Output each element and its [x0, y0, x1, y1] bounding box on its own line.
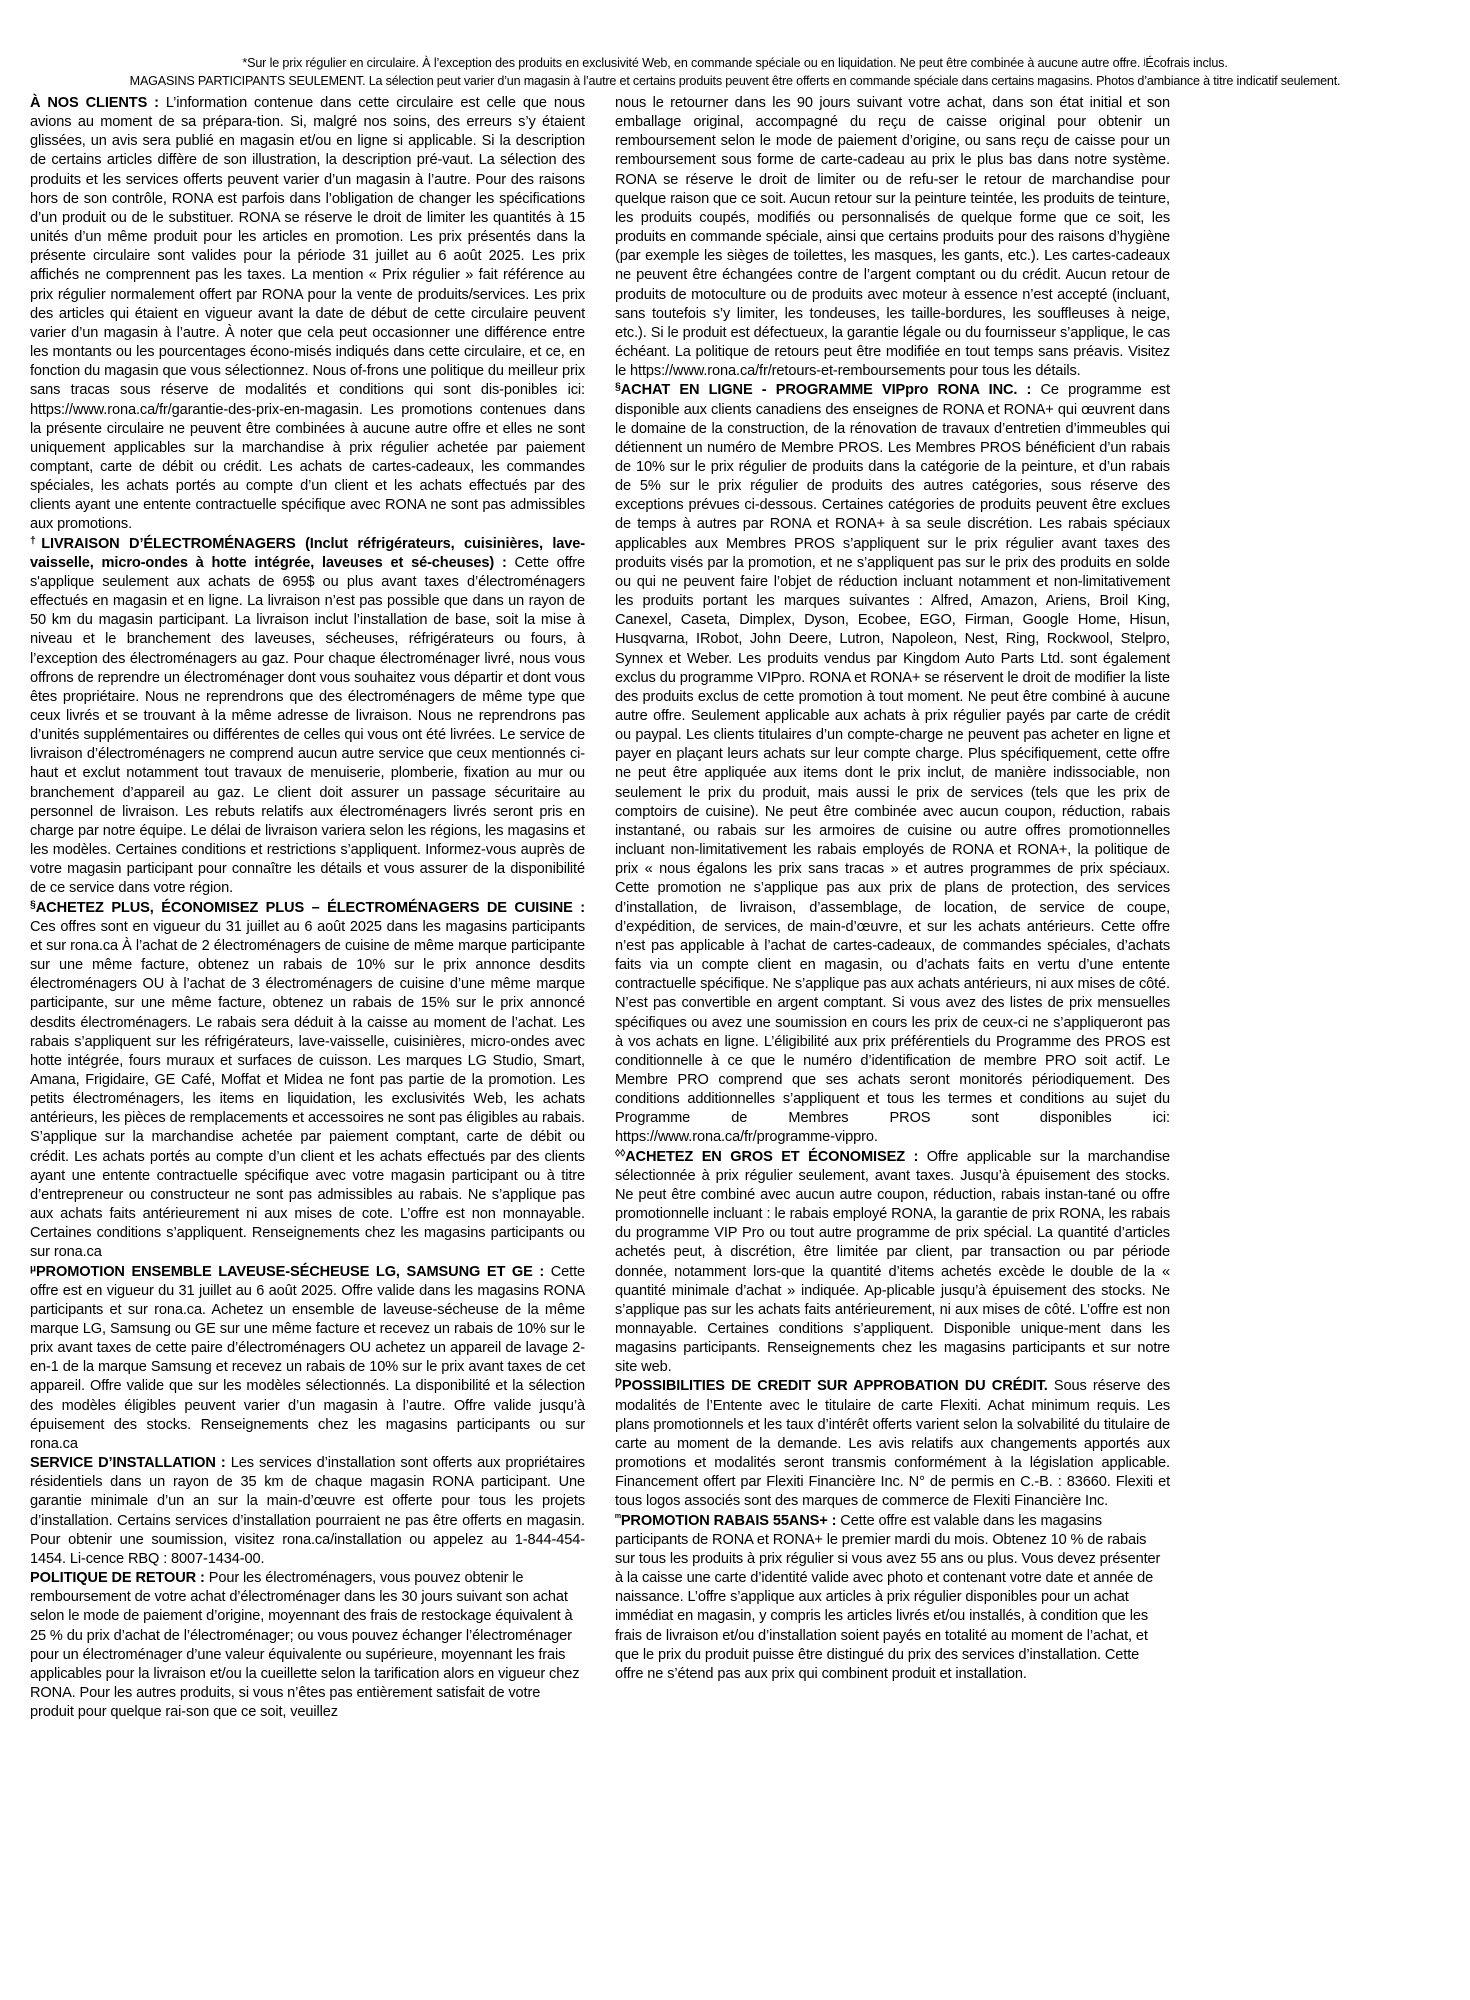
section-marker: Ƿ: [615, 1377, 622, 1390]
section-heading: ACHETEZ PLUS, ÉCONOMISEZ PLUS – ÉLECTROMÉNAGERS DE CUISINE :: [35, 899, 585, 916]
section-heading: ACHETEZ EN GROS ET ÉCONOMISEZ :: [625, 1148, 919, 1165]
section-body: Pour les électroménagers, vous pouvez obtenir le remboursement de votre achat d’électroménager dans les 30 jours suivant son achat selon le mode de paiement d’origine, moyennant des frais de restockage équivalent à 25 % du prix d’achat de l’électroménager; ou vous pouvez échanger l’électroménager pour un électroménager d’une valeur équivalente ou supérieure, moyennant les frais applicables pour la livraison et/ou la cueillette selon la tarification alors en vigueur chez RONA. Pour les autres produits, si vous n’êtes pas entièrement satisfait de votre produit pour quelque rai-son que ce soit, veuillez: [30, 1570, 580, 1721]
section-body: Sous réserve des modalités de l’Entente avec le titulaire de carte Flexiti. Achat minimum requis. Les plans promotionnels et les taux d’intérêt offerts varient selon la solvabilité du titulaire de carte au moment de la demande. Les avis relatifs aux changements apportés aux promotions et modalités seront transmis conformément à la législation applicable. Financement offert par Flexiti Financière Inc. N° de permis en C.-B. : 83660. Flexiti et tous logos associés sont des marques de commerce de Flexiti Financière Inc.: [615, 1378, 1170, 1510]
section-heading: À NOS CLIENTS :: [30, 95, 159, 111]
section-body: Offre applicable sur la marchandise sélectionnée à prix régulier seulement, avant taxes. Jusqu’à épuisement des stocks. Ne peut être combiné avec aucun autre coupon, réduction, rabais instan-tané ou offre promotionnelle incluant : le rabais employé RONA, la garantie de prix RONA, les rabais du programme VIP Pro ou tout autre programme de prix spécial. La quantité d’articles achetés peut, à discrétion, être limitée par client, par transaction ou par période donnée, notamment lors-que la quantité d’items achetés excède le double de la « quantité minimale d’achat » indiquée. Ap-plicable jusqu’à épuisement des stocks. Ne s’applique pas sur les achats faits antérieurement, ni aux mises de côté. L’offre est non monnayable. Certaines conditions s’appliquent. Disponible unique-ment dans les magasins participants. Renseignements chez les magasins participants et sur notre site web.: [615, 1148, 1170, 1376]
section-service-installation: [30, 1454, 585, 1569]
section-marker: §: [615, 380, 621, 393]
section-marker: ᵐ: [615, 1511, 621, 1524]
section-achetez-plus-economisez-plus: [30, 899, 585, 1263]
section-promotion-ensemble-laveuse-secheuse: [30, 1263, 585, 1455]
left-column: [30, 94, 585, 1984]
section-heading: POLITIQUE DE RETOUR :: [30, 1570, 205, 1587]
section-heading: LIVRAISON D’ÉLECTROMÉNAGERS (Inclut réfrigérateurs, cuisinières, lave-vaisselle, micro-ondes à hotte intégrée, laveuses et sé-cheuses) :: [30, 535, 585, 571]
section-politique-de-retour-continued: [615, 94, 1170, 381]
top-disclaimer: [0, 56, 1470, 89]
right-column: [615, 94, 1170, 1984]
section-heading: POSSIBILITIES DE CREDIT SUR APPROBATION DU CRÉDIT.: [621, 1378, 1048, 1395]
section-marker: §: [30, 898, 36, 911]
section-body: Cette offre est en vigueur du 31 juillet au 6 août 2025. Offre valide dans les magasins RONA participants et sur rona.ca. Achetez un ensemble de laveuse-sécheuse de la même marque LG, Samsung ou GE sur une même facture et recevez un rabais de 10% sur le prix avant taxes de cette paire d’électroménagers OU achetez un appareil de lavage 2-en-1 de la marque Samsung et recevez un rabais de 10% sur le prix avant taxes de cet appareil. Offre valide que sur les modèles sélectionnés. La disponibilité et la sélection des modèles éligibles peuvent varier d’un magasin à l’autre. Offre valide jusqu’à épuisement des stocks. Renseignements chez les magasins participants ou sur rona.ca: [30, 1263, 586, 1452]
section-possibilites-de-credit: [615, 1377, 1170, 1511]
section-body: nous le retourner dans les 90 jours suivant votre achat, dans son état initial et son emballage original, accompagné du reçu de caisse original pour obtenir un remboursement selon le mode de paiement d’origine, ou sans reçu de caisse pour un remboursement sous forme de carte-cadeau au prix le plus bas dans notre système. RONA se réserve le droit de limiter ou de refu-ser le retour de marchandise pour quelque raison que ce soit. Aucun retour sur la peinture teintée, les produits de teinture, les produits coupés, modifiés ou personnalisés de quelque forme que ce soit, les produits en commande spéciale, ainsi que certains produits pour des raisons d’hygiène (par exemple les sièges de toilettes, les masques, les gants, etc.). Les cartes-cadeaux ne peuvent être échangées contre de l’argent comptant ou du crédit. Aucun retour de produits de motoculture ou de produits avec moteur à essence n’est accepté (incluant, sans toutefois s’y limiter, les tondeuses, les taille-bordures, les souffleuses à neige, etc.). Si le produit est défectueux, la garantie légale ou du fournisseur s’applique, le cas échéant. La politique de retours peut être modifiée en tout temps sans préavis. Visitez le https://www.rona.ca/fr/retours-et-remboursements pour tous les détails.: [615, 95, 1170, 380]
terms-two-column-body: [0, 94, 1470, 1984]
section-politique-de-retour: [30, 1569, 585, 1722]
section-livraison-electromenagers: [30, 535, 585, 899]
section-heading: SERVICE D’INSTALLATION :: [30, 1455, 226, 1472]
section-marker: µ: [30, 1262, 36, 1275]
section-marker: ◊◊: [615, 1147, 626, 1160]
section-body: Les services d’installation sont offerts aux propriétaires résidentiels dans un rayon de 35 km de chaque magasin RONA participant. Une garantie minimale d’un an sur la main-d’œuvre est offerte pour tous les projets d’installation. Certains services d’installation pourraient ne pas être offerts en magasin. Pour obtenir une soumission, visitez rona.ca/installation ou appelez au 1-844-454-1454. Li-cence RBQ : 8007-1434-00.: [30, 1455, 585, 1567]
section-marker: †: [30, 534, 42, 547]
section-a-nos-clients: [30, 94, 585, 535]
disclaimer-line-2: MAGASINS PARTICIPANTS SEULEMENT. La sélection peut varier d’un magasin à l’autre et certains produits peuvent être offerts en commande spéciale dans certains magasins. Photos d’ambiance à titre indicatif seulement.: [129, 74, 1341, 88]
section-body: Cette offre est valable dans les magasins participants de RONA et RONA+ le premier mardi du mois. Obtenez 10 % de rabais sur tous les produits à prix régulier si vous avez 55 ans ou plus. Vous devez présenter à la caisse une carte d’identité valide avec photo et contenant votre date et année de naissance. L’offre s’applique aux articles à prix régulier disponibles pour un achat immédiat en magasin, y compris les articles livrés et/ou installés, à condition que les frais de livraison et/ou d’installation soient payés en totalité au moment de l’achat, et que le prix du produit puisse être distingué du prix des services d’installation. Cette offre ne s’étend pas aux prix qui combinent produit et installation.: [615, 1512, 1161, 1682]
section-achetez-en-gros: [615, 1148, 1170, 1378]
section-heading: ACHAT EN LIGNE - PROGRAMME VIPpro RONA INC. :: [620, 382, 1032, 399]
section-heading: PROMOTION ENSEMBLE LAVEUSE-SÉCHEUSE LG, SAMSUNG ET GE :: [35, 1263, 545, 1280]
section-body: Ces offres sont en vigueur du 31 juillet au 6 août 2025 dans les magasins participants et sur rona.ca À l’achat de 2 électroménagers de cuisine de même marque participante sur une même facture, obtenez un rabais de 10% sur le prix annonce desdits électroménagers OU à l’achat de 3 électroménagers de cuisine d’une même marque participante, sur une même facture, obtenez un rabais de 15% sur le prix annoncé desdits électroménagers. Le rabais sera déduit à la caisse au moment de l’achat. Les rabais s’appliquent sur les réfrigérateurs, lave-vaisselle, cuisinières, micro-ondes avec hotte intégrée, fours muraux et surfaces de cuisson. Les marques LG Studio, Smart, Amana, Frigidaire, GE Café, Moffat et Midea ne font pas partie de la promotion. Les petits électroménagers, les items en liquidation, les exclusivités Web, les achats antérieurs, les pièces de remplacements et accessoires ne sont pas éligibles au rabais. S’applique sur la marchandise achetée par paiement comptant, carte de débit ou crédit. Les achats portés au compte d’un client et les achats effectués par des clients ayant une entente contractuelle spécifique avec votre magasin participant ou à titre d’entrepreneur ou constructeur ne sont pas admissibles au rabais. Ne s’applique pas aux achats faits antérieurement ni aux mises de cote. L’offre est non monnayable. Certaines conditions s’appliquent. Renseignements chez les magasins participants ou sur rona.ca: [30, 918, 585, 1261]
section-body: Cette offre s'applique seulement aux achats de 695$ ou plus avant taxes d’électroménagers effectués en magasin et en ligne. La livraison n’est pas possible que dans un rayon de 50 km du magasin participant. La livraison inclut l’installation de base, soit la mise à niveau et le branchement des laveuses, sécheuses, réfrigérateurs ou fours, à l’exception des électroménagers au gaz. Pour chaque électroménager livré, nous vous offrons de reprendre un électroménager dont vous souhaitez vous départir et dont vous êtes propriétaire. Nous ne reprendrons que des électroménagers de même type que ceux livrés et se trouvant à la même adresse de livraison. Nous ne reprendrons pas d’unités supplémentaires ou différentes de celles qui vous ont été livrées. Le service de livraison d’électroménagers ne comprend aucun autre service que ceux mentionnés ci-haut et exclut notamment tout travaux de menuiserie, plomberie, fixation au mur ou branchement d’appareil au gaz. Le client doit assurer un passage sécuritaire au personnel de livraison. Les rebuts relatifs aux électroménagers livrés seront pris en charge par notre équipe. Le délai de livraison variera selon les régions, les magasins et les modèles. Certaines conditions et restrictions s’appliquent. Informez-vous auprès de votre magasin participant pour connaître les détails et vous assurer de la disponibilité de ce service dans votre région.: [30, 554, 585, 897]
section-body: Ce programme est disponible aux clients canadiens des enseignes de RONA et RONA+ qui œuvrent dans le domaine de la construction, de la rénovation de travaux d’entretien d’immeubles qui détiennent un numéro de Membre PROS. Les Membres PROS bénéficient d’un rabais de 10% sur le prix régulier de produits dans la catégorie de la peinture, et d’un rabais de 5% sur le prix régulier de produits des autres catégories, sous réserve des exceptions prévues ci-dessous. Certaines catégories de produits peuvent être exclues de temps à autres par RONA et RONA+ à sa seule discrétion. Les rabais spéciaux applicables aux Membres PROS s’appliquent sur le prix régulier avant taxes des produits visés par la promotion, et ne s’appliquent pas sur le prix des produits en solde ou qui ne peuvent faire l’objet de réduction incluant notamment et non-limitativement les produits portant les marques suivantes : Alfred, Amazon, Ariens, Broil King, Canexel, Caseta, Dimplex, Dyson, Ecobee, EGO, Firman, Google Home, Hisun, Husqvarna, IRobot, John Deere, Lutron, Napoleon, Nest, Ring, Rockwool, Stelpro, Synnex et Weber. Les produits vendus par Kingdom Auto Parts Ltd. sont également exclus du programme VIPpro. RONA et RONA+ se réservent le droit de modifier la liste des produits exclus de cette promotion à tout moment. Ne peut être combiné à aucune autre offre. Seulement applicable aux achats à prix régulier payés par carte de crédit ou paypal. Les clients titulaires d’un compte-charge ne peuvent pas acheter en ligne et payer en plaçant leurs achats sur leur compte charge. Plus spécifiquement, cette offre ne peut être appliquée aux items dont le prix inclut, de manière indissociable, non seulement le prix du produit, mais aussi le prix de services (tels que les prix de comptoirs de cuisine). Ne peut être combinée avec aucun coupon, réduction, rabais instantané, ou rabais sur les armoires de cuisine ou autre offres promotionnelles incluant non-limitativement les rabais employés de RONA et RONA+, la politique de prix « nous égalons les prix sans tracas » et autres programmes de prix spéciaux. Cette promotion ne s’applique pas aux prix de plans de protection, des services d’installation, de livraison, d’assemblage, de location, de service de coupe, d’expédition, de services, de main-d’œuvre, et sur les achats antérieurs. Cette offre n’est pas applicable à l’achat de cartes-cadeaux, de commandes spéciales, d’achats faits via un compte client en magasin, ou d’achats faits en vertu d’une entente contractuelle spécifique. Ne s’applique pas aux achats antérieurs, ni aux mises de côté. N’est pas convertible en argent comptant. Si vous avez des listes de prix mensuelles spécifiques ou avez une soumission en cours les prix de ceux-ci ne s’appliqueront pas à vos achats en ligne. L’éligibilité aux prix préférentiels du Programme des PROS est conditionnelle à ce que le numéro d’identification de membre PRO soit actif. Le Membre PRO comprend que ses achats seront monitorés périodiquement. Des conditions additionnelles s’appliquent et tous les termes et conditions au sujet du Programme de Membres PROS sont disponibles ici: https://www.rona.ca/fr/programme-vippro.: [615, 382, 1170, 1146]
disclaimer-line-1: *Sur le prix régulier en circulaire. À l’exception des produits en exclusivité Web, en commande spéciale ou en liquidation. Ne peut être combinée à aucune autre offre. ʲÉcofrais inclus.: [242, 56, 1228, 70]
section-body: L’information contenue dans cette circulaire est celle que nous avions au moment de sa prépara-tion. Si, malgré nos soins, des erreurs s’y étaient glissées, un avis sera publié en magasin et/ou en ligne si applicable. Si la description de certains articles diffère de son illustration, la description pré-vaut. La sélection des produits et les services offerts peuvent varier d’un magasin à l’autre. Pour des raisons hors de son contrôle, RONA est parfois dans l’obligation de changer les spécifications d’un produit ou de le substituer. RONA se réserve le droit de limiter les quantités à 15 unités d’un même produit pour les articles en promotion. Les prix présentés dans la présente circulaire sont valides pour la période 31 juillet au 6 août 2025. Les prix affichés ne comprennent pas les taxes. La mention « Prix régulier » fait référence au prix régulier normalement offert par RONA pour la vente de produits/services. Les prix des articles qui étaient en vigueur avant la date de début de cette circulaire peuvent varier d’un magasin à l’autre. À noter que cela peut occasionner une différence entre les montants ou les pourcentages écono-misés indiqués dans cette circulaire, et ce, en fonction du magasin que vous sélectionnez. Nous of-frons une politique du meilleur prix sans tracas sous réserve de modalités et conditions qui sont dis-ponibles ici: https://www.rona.ca/fr/garantie-des-prix-en-magasin. Les promotions contenues dans la présente circulaire ne peuvent être combinées à aucune autre offre et elles ne sont uniquement applicables sur la marchandise à prix régulier achetée par paiement comptant, carte de débit ou crédit. Les achats de cartes-cadeaux, les commandes spéciales, les achats portés au compte d’un client et les achats effectués par des clients ayant une entente contractuelle spécifique avec RONA ne sont pas admissibles aux promotions.: [30, 95, 585, 533]
section-promotion-rabais-55ans: [615, 1512, 1170, 1684]
section-heading: PROMOTION RABAIS 55ANS+ :: [620, 1512, 837, 1529]
section-achat-en-ligne-vippro: [615, 381, 1170, 1147]
